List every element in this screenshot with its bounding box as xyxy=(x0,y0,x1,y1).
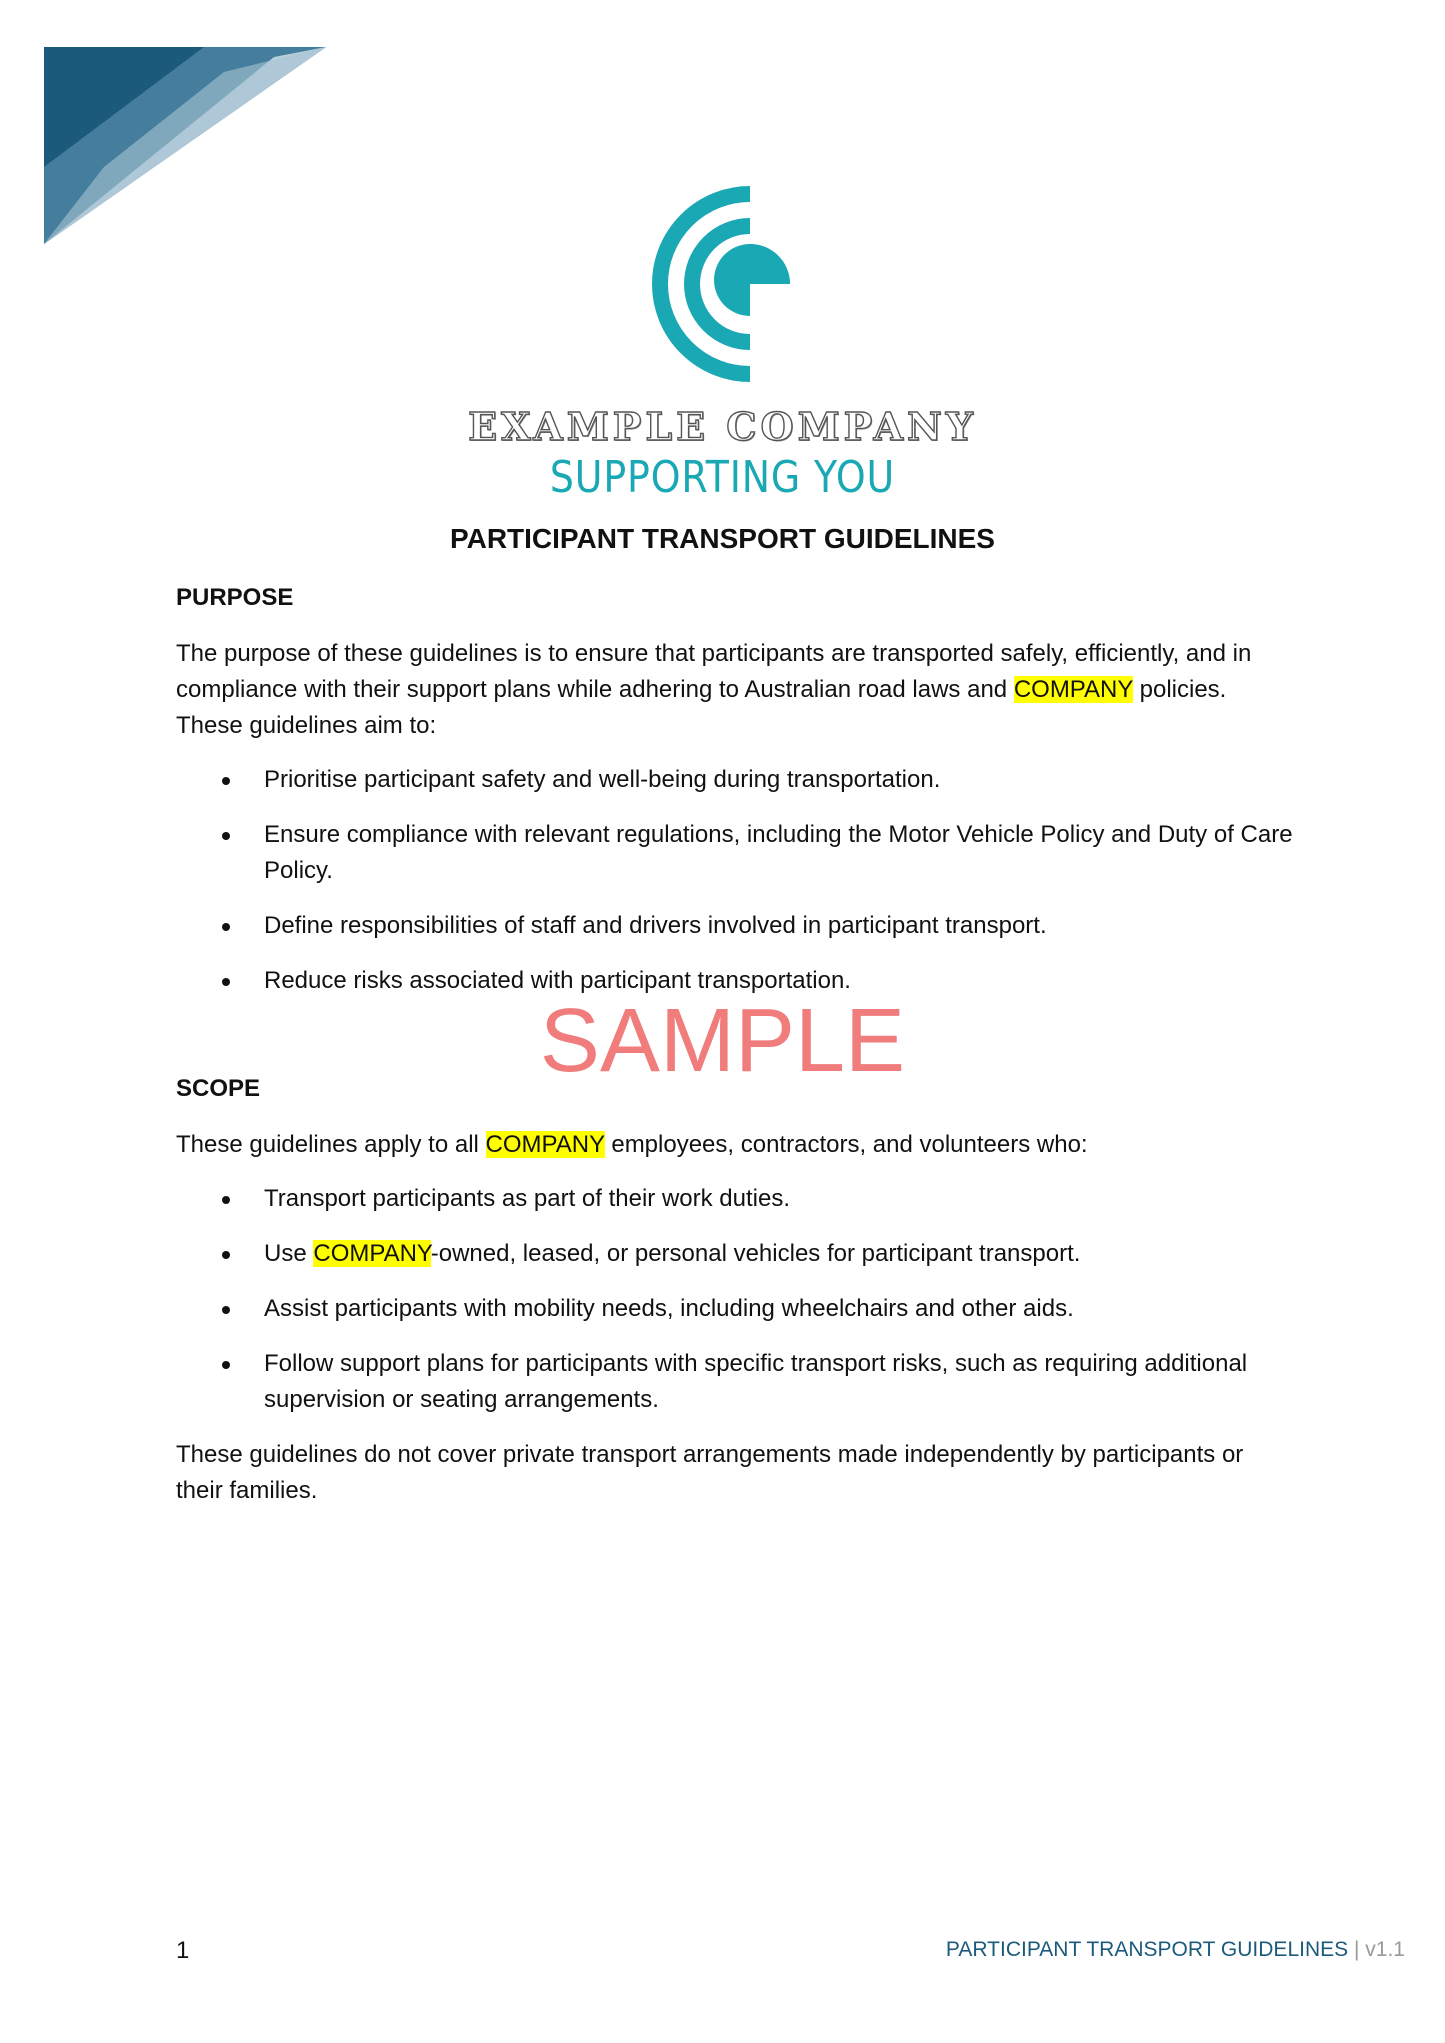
list-item: Define responsibilities of staff and drivers involved in participant transport. xyxy=(176,908,1296,944)
list-item-text-end: -owned, leased, or personal vehicles for participant transport. xyxy=(430,1240,1081,1267)
purpose-intro-text: The purpose of these guidelines is to ensure that participants are transported safely, efficiently, and in compliance with their support plans while adhering to Australian road laws and xyxy=(176,640,1252,703)
scope-intro-text-end: employees, contractors, and volunteers who: xyxy=(604,1131,1088,1158)
list-item: Follow support plans for participants with specific transport risks, such as requiring additional supervision or seating arrangements. xyxy=(176,1346,1296,1418)
purpose-list xyxy=(176,762,1296,999)
sample-watermark: SAMPLE xyxy=(539,991,906,1091)
company-name: EXAMPLE COMPANY xyxy=(468,404,977,449)
scope-intro-text: These guidelines apply to all xyxy=(176,1131,486,1158)
scope-intro xyxy=(176,1127,1296,1163)
list-item: Transport participants as part of their work duties. xyxy=(176,1181,1296,1217)
footer-doc-info xyxy=(946,1938,1405,1962)
scope-list xyxy=(176,1181,1296,1418)
company-tagline: SUPPORTING YOU xyxy=(549,452,896,503)
footer-version: v1.1 xyxy=(1365,1938,1405,1961)
purpose-intro-text-end: policies. These guidelines aim to: xyxy=(176,676,1227,739)
company-placeholder-highlight: COMPANY xyxy=(485,1131,605,1158)
company-placeholder-highlight: COMPANY xyxy=(1013,676,1133,703)
scope-closing: These guidelines do not cover private transport arrangements made independently by participants or their families. xyxy=(176,1441,1244,1504)
list-item xyxy=(176,1236,1296,1272)
page-number: 1 xyxy=(176,1937,190,1964)
list-item: Prioritise participant safety and well-being during transportation. xyxy=(176,762,1296,798)
company-logo xyxy=(640,186,816,384)
scope-heading: SCOPE xyxy=(176,1075,261,1102)
list-item: Reduce risks associated with participant transportation. xyxy=(176,963,1296,999)
purpose-heading: PURPOSE xyxy=(176,584,294,611)
list-item: Ensure compliance with relevant regulations, including the Motor Vehicle Policy and Duty of Care Policy. xyxy=(176,817,1296,889)
footer-doc-title: PARTICIPANT TRANSPORT GUIDELINES xyxy=(945,1938,1349,1961)
list-item: Assist participants with mobility needs, including wheelchairs and other aids. xyxy=(176,1291,1296,1327)
footer-separator: | xyxy=(1353,1938,1360,1961)
list-item-text: Use xyxy=(264,1240,314,1267)
document-title: PARTICIPANT TRANSPORT GUIDELINES xyxy=(450,523,995,554)
corner-decoration xyxy=(44,47,326,244)
purpose-intro xyxy=(176,636,1296,744)
company-placeholder-highlight: COMPANY xyxy=(313,1240,431,1267)
